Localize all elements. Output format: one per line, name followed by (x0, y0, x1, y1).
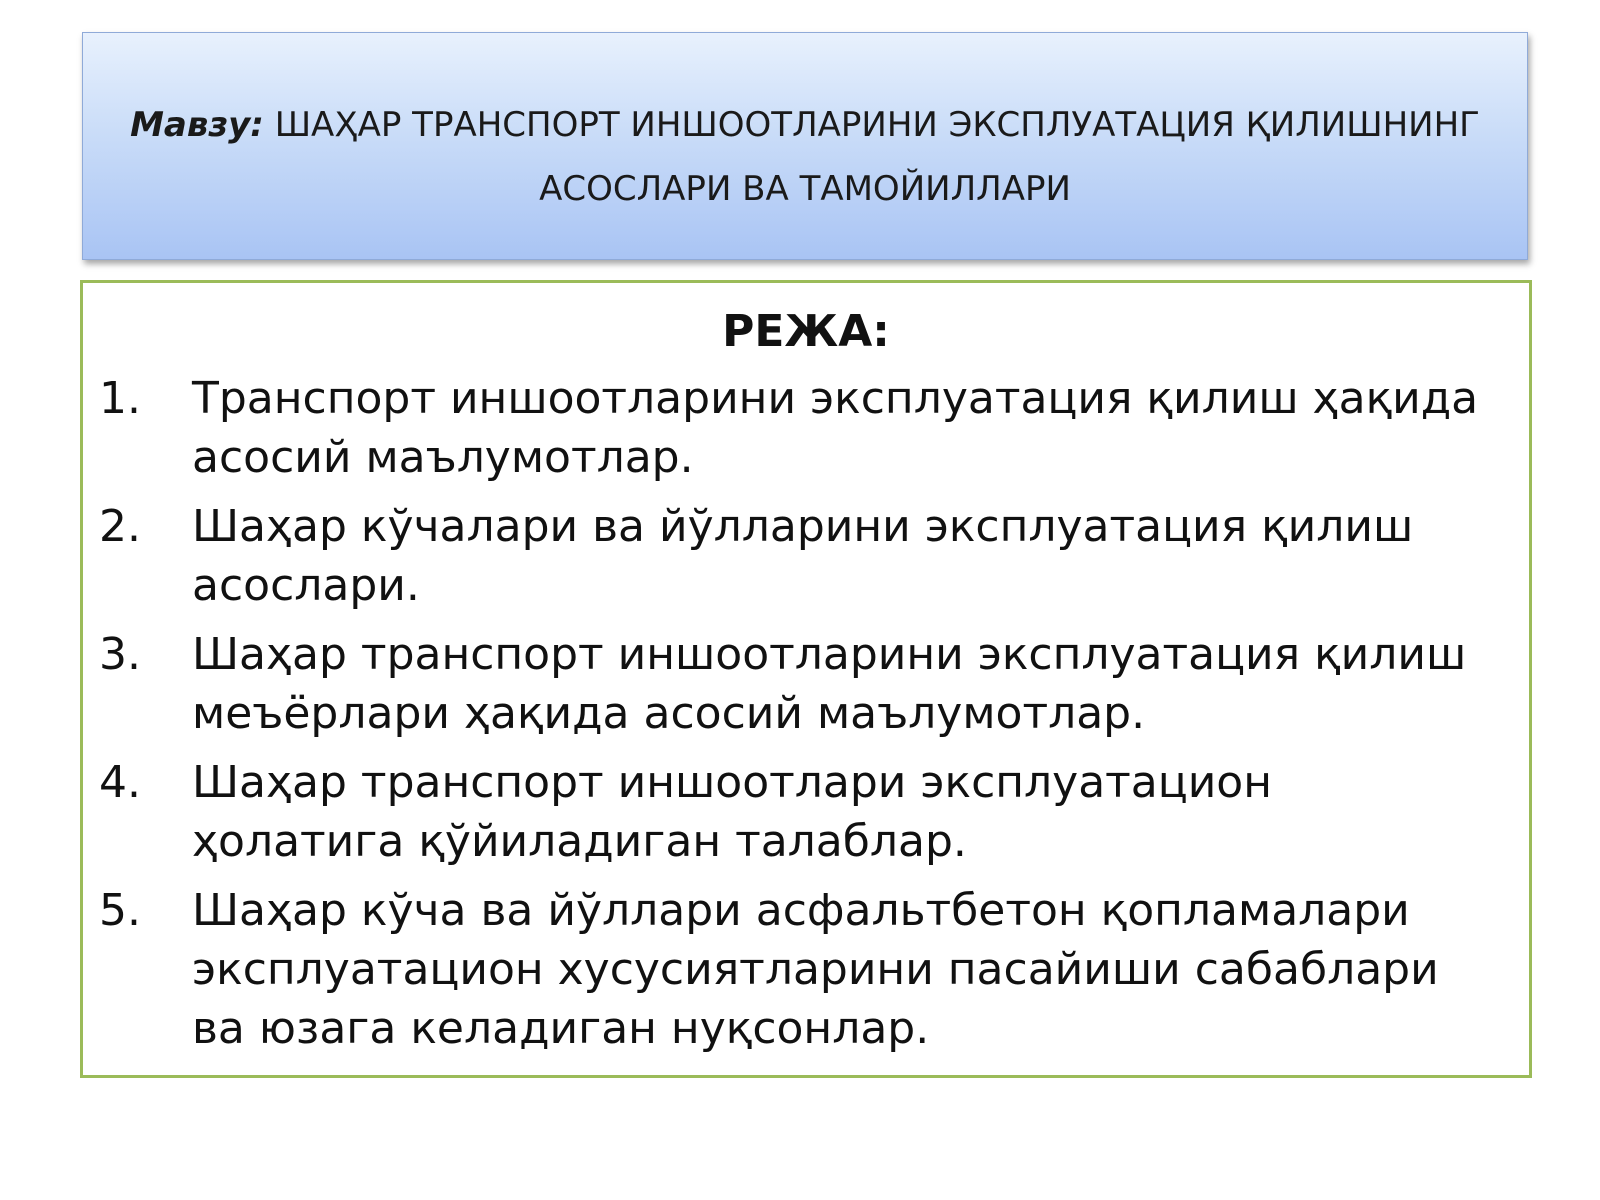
slide-title (107, 93, 1503, 221)
plan-item (83, 753, 1529, 871)
title-box (82, 32, 1528, 260)
plan-list (83, 369, 1529, 1058)
plan-item-number: 1. (99, 373, 141, 424)
plan-item (83, 497, 1529, 615)
plan-box (80, 280, 1532, 1078)
plan-item-text: Шаҳар транспорт иншоотларини эксплуатация қилиш меъёрлари ҳақида асосий маълумотлар. (192, 629, 1467, 739)
plan-item-number: 3. (99, 629, 141, 680)
plan-item-text: Шаҳар кўчалари ва йўлларини эксплуатация қилиш асослари. (192, 501, 1414, 611)
plan-item-text: Шаҳар кўча ва йўллари асфальтбетон қопламалари эксплуатацион хусусиятларини пасайиши сабаблари ва юзага келадиган нуқсонлар. (192, 885, 1439, 1054)
plan-item-number: 5. (99, 885, 141, 936)
plan-heading: РЕЖА: (722, 306, 890, 357)
plan-item-number: 2. (99, 501, 141, 552)
plan-item (83, 369, 1529, 487)
plan-item-text: Транспорт иншоотларини эксплуатация қилиш ҳақида асосий маълумотлар. (192, 373, 1479, 483)
title-text: ШАҲАР ТРАНСПОРТ ИНШООТЛАРИНИ ЭКСПЛУАТАЦИЯ ҚИЛИШНИНГ АСОСЛАРИ ВА ТАМОЙИЛЛАРИ (274, 105, 1480, 209)
plan-item-text: Шаҳар транспорт иншоотлари эксплуатацион ҳолатига қўйиладиган талаблар. (192, 757, 1272, 867)
plan-item (83, 881, 1529, 1058)
plan-item (83, 625, 1529, 743)
plan-item-number: 4. (99, 757, 141, 808)
title-label: Мавзу: (130, 105, 264, 145)
